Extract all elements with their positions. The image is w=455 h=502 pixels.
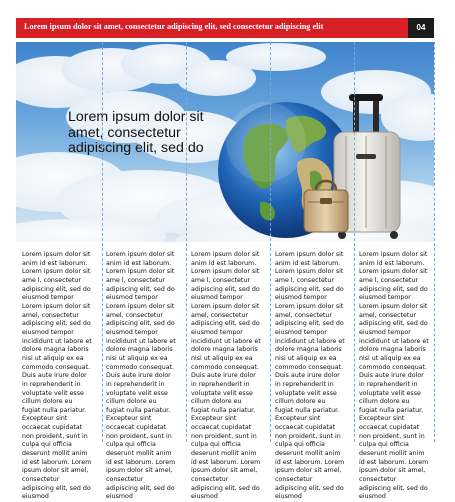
column-guide <box>186 42 187 442</box>
page-number-box <box>408 18 434 38</box>
header-text: Lorem ipsum dolor sit amet, consectetur adipiscing elit, sed consectetur adipiscing elit <box>24 22 324 31</box>
column-guide <box>354 42 355 442</box>
body-column-2: Lorem ipsum dolor sit anim id est laborum. Lorem ipsum dolor sit ame l, consectetur adipiscing elit, sed do eiusmod tempor Lorem ipsum dolor sit amel, consectetur adipiscing elit, sed do eiusmod tempor incididunt ut labore et dolore magna laboris nisi ut aliquip ex ea commodo consequat. Duis aute irure dolor in reprehenderit in voluptate velit esse cillum dolore eu fugiat nulla pariatur. Excepteur sint occaecat cupidatat non proident, sunt in culpa qui officia deserunt mollit anim id est laborum. Lorem ipsum dolor sit amel, consectetur adipiscing elit, sed do eiusmod <box>106 251 176 501</box>
hero-image <box>16 42 434 242</box>
column-guide <box>434 42 435 442</box>
body-column-1: Lorem ipsum dolor sit anim id est laborum. Lorem ipsum dolor sit ame l, consectetur adipiscing elit, sed do eiusmod tempor Lorem ipsum dolor sit amel, consectetur adipiscing elit, sed do eiusmod tempor incididunt ut labore et dolore magna laboris nisi ut aliquip ex ea commodo consequat. Duis aute irure dolor in reprehenderit in voluptate velit esse cillum dolore eu fugiat nulla pariatur. Excepteur sint occaecat cupidatat non proident, sunt in culpa qui officia deserunt mollit anim id est laborum. Lorem ipsum dolor sit amel, consectetur adipiscing elit, sed do eiusmod <box>22 251 92 501</box>
headline: Lorem ipsum dolor sit amet, consectetur adipiscing elit, sed do <box>68 109 204 157</box>
header-bar <box>16 18 434 38</box>
column-guide <box>270 42 271 442</box>
body-column-4: Lorem ipsum dolor sit anim id est laborum. Lorem ipsum dolor sit ame l, consectetur adipiscing elit, sed do eiusmod tempor Lorem ipsum dolor sit amel, consectetur adipiscing elit, sed do eiusmod tempor incididunt ut labore et dolore magna laboris nisi ut aliquip ex ea commodo consequat. Duis aute irure dolor in reprehenderit in voluptate velit esse cillum dolore eu fugiat nulla pariatur. Excepteur sint occaecat cupidatat non proident, sunt in culpa qui officia deserunt mollit anim id est laborum. Lorem ipsum dolor sit amel, consectetur adipiscing elit, sed do eiusmod <box>275 251 345 501</box>
column-guide <box>102 42 103 442</box>
body-column-3: Lorem ipsum dolor sit anim id est laborum. Lorem ipsum dolor sit ame l, consectetur adipiscing elit, sed do eiusmod tempor Lorem ipsum dolor sit amel, consectetur adipiscing elit, sed do eiusmod tempor incididunt ut labore et dolore magna laboris nisi ut aliquip ex ea commodo consequat. Duis aute irure dolor in reprehenderit in voluptate velit esse cillum dolore eu fugiat nulla pariatur. Excepteur sint occaecat cupidatat non proident, sunt in culpa qui officia deserunt mollit anim id est laborum. Lorem ipsum dolor sit amel, consectetur adipiscing elit, sed do eiusmod <box>191 251 261 501</box>
body-column-5: Lorem ipsum dolor sit anim id est laborum. Lorem ipsum dolor sit ame l, consectetur adipiscing elit, sed do eiusmod tempor Lorem ipsum dolor sit amel, consectetur adipiscing elit, sed do eiusmod tempor incididunt ut labore et dolore magna laboris nisi ut aliquip ex ea commodo consequat. Duis aute irure dolor in reprehenderit in voluptate velit esse cillum dolore eu fugiat nulla pariatur. Excepteur sint occaecat cupidatat non proident, sunt in culpa qui officia deserunt mollit anim id est laborum. Lorem ipsum dolor sit amel, consectetur adipiscing elit, sed do eiusmod <box>359 251 429 501</box>
page-number: 04 <box>416 23 426 32</box>
